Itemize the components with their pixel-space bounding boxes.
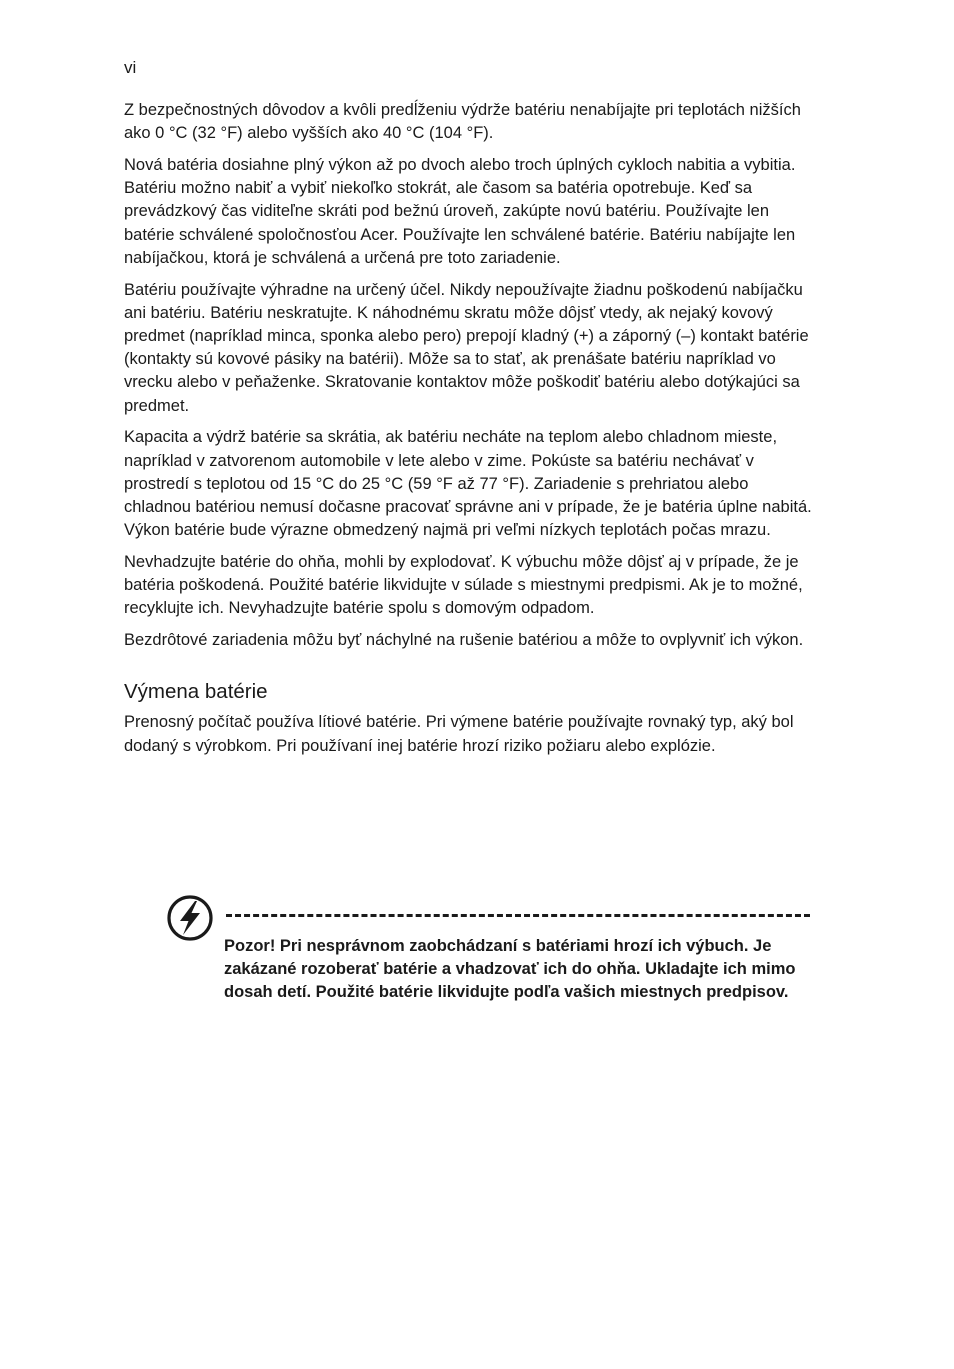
document-body	[124, 99, 814, 766]
section-paragraph: Prenosný počítač používa lítiové batérie. Pri výmene batérie používajte rovnaký typ, aký bol dodaný s výrobkom. Pri používaní inej batérie hrozí riziko požiaru alebo explózie.	[124, 713, 794, 755]
section-title: Výmena batérie	[124, 680, 268, 704]
paragraph-usage: Batériu používajte výhradne na určený účel. Nikdy nepoužívajte žiadnu poškodenú nabíjačku ani batériu. Batériu neskratujte. K náhodnému skratu môže dôjsť vtedy, ak nejaký kovový predmet (napríklad minca, sponka alebo pero) prepojí kladný (+) a záporný (–) kontakt batérie (kontakty sú kovové pásiky na batérii). Môže sa to stať, ak prenášate batériu napríklad vo vrecku alebo v peňaženke. Skratovanie kontaktov môže poškodiť batériu alebo dotýkajúci sa predmet.	[124, 280, 809, 415]
paragraph-temperature: Z bezpečnostných dôvodov a kvôli predĺženiu výdrže batériu nenabíjajte pri teplotách nižších ako 0 °C (32 °F) alebo vyšších ako 40 °C (104 °F).	[124, 101, 801, 143]
paragraph-wireless: Bezdrôtové zariadenia môžu byť náchylné na rušenie batériou a môže to ovplyvniť ich výkon.	[124, 631, 804, 650]
page-number: vi	[124, 58, 137, 77]
warning-text: Pozor! Pri nesprávnom zaobchádzaní s batériami hrozí ich výbuch. Je zakázané rozoberať batérie a vhadzovať ich do ohňa. Ukladajte ich mimo dosah detí. Použité batérie likvidujte podľa vašich miestnych predpisov.	[224, 937, 796, 1002]
lightning-warning-icon	[166, 894, 214, 942]
warning-box	[166, 894, 816, 1044]
paragraph-capacity: Kapacita a výdrž batérie sa skrátia, ak batériu necháte na teplom alebo chladnom mieste, napríklad v zatvorenom automobile v lete alebo v zime. Pokúste sa batériu nechávať v prostredí s teplotou od 15 °C do 25 °C (59 °F až 77 °F). Zariadenie s prehriatou alebo chladnou batériou nemusí dočasne pracovať správne ani v prípade, že je batéria úplne nabitá. Výkon batérie bude výrazne obmedzený najmä pri veľmi nízkych teplotách počas mrazu.	[124, 428, 812, 540]
paragraph-disposal: Nevhadzujte batérie do ohňa, mohli by explodovať. K výbuchu môže dôjsť aj v prípade, že je batéria poškodená. Použité batérie likvidujte v súlade s miestnymi predpismi. Ak je to možné, recyklujte ich. Nevyhadzujte batérie spolu s domovým odpadom.	[124, 553, 803, 618]
paragraph-new-battery: Nová batéria dosiahne plný výkon až po dvoch alebo troch úplných cykloch nabitia a vybitia. Batériu možno nabiť a vybiť niekoľko stokrát, ale časom sa batéria opotrebuje. Keď sa prevádzkový čas viditeľne skráti pod bežnú úroveň, zakúpte novú batériu. Používajte len batérie schválené spoločnosťou Acer. Používajte len schválené batérie. Batériu nabíjajte len nabíjačkou, ktorá je schválená a určená pre toto zariadenie.	[124, 156, 796, 267]
dashed-divider	[226, 914, 810, 917]
